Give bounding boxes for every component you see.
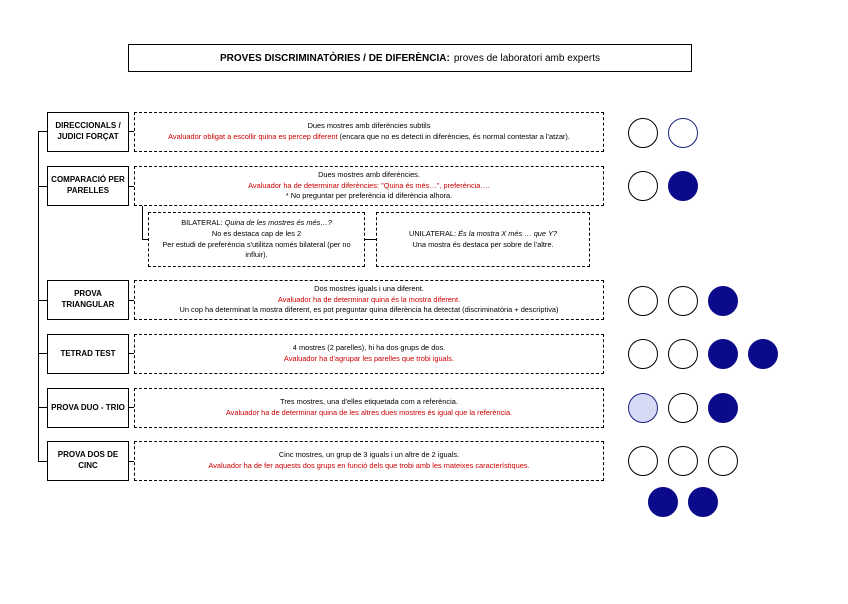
desc-black: (encara que no es detecti in diferències, és normal contestar a l'atzar). (337, 132, 570, 141)
desc-line: 4 mostres (2 parelles), hi ha dos grups de dos. (292, 343, 446, 353)
desc-line: Avaluador ha de determinar quina de les altres dues mostres és igual que la referència. (225, 408, 513, 417)
desc-duo-trio (134, 388, 604, 428)
sample-circle-reference (628, 393, 658, 423)
desc-line: * No preguntar per preferència id diferència alhora. (285, 191, 453, 201)
sample-circle-navy (708, 286, 738, 316)
sub-connector (142, 206, 143, 240)
unilateral-question: És la mostra X més … que Y? (456, 228, 557, 238)
label-line: PROVA (74, 289, 102, 299)
bilateral-line: No es destaca cap de les 2 (211, 228, 302, 238)
sample-circle-white (628, 171, 658, 201)
sample-circle-white (628, 286, 658, 316)
desc-line: Avaluador ha de determinar diferències: "Quina és més…", preferència…. (248, 180, 490, 190)
desc-dos-de-cinc (134, 441, 604, 481)
label-duo-trio (47, 388, 129, 428)
label-direccionals (47, 112, 129, 152)
unilateral-box (376, 212, 590, 267)
desc-line: Cinc mostres, un grup de 3 iguals i un altre de 2 iguals. (278, 450, 460, 460)
label-tetrad (47, 334, 129, 374)
sample-circle-white (628, 446, 658, 476)
desc-line: Dues mostres amb diferències subtils (307, 121, 431, 131)
sub-connector (365, 239, 376, 240)
sample-circle-navy (708, 339, 738, 369)
label-line: JUDICI FORÇAT (57, 132, 119, 141)
desc-red: Avaluador obligat a escollir quina es percep diferent (168, 132, 338, 141)
sample-circle-navy (668, 171, 698, 201)
unilateral-prefix: UNILATERAL: (408, 228, 457, 238)
label-line: TETRAD TEST (60, 348, 116, 358)
label-comparacio (47, 166, 129, 206)
sample-circle-navy (688, 487, 718, 517)
desc-triangular (134, 280, 604, 320)
bilateral-box (148, 212, 365, 267)
tree-trunk (38, 131, 39, 462)
bilateral-question: Quina de les mostres és més…? (222, 218, 332, 228)
desc-line: Un cop ha determinat la mostra diferent, es pot preguntar quina diferència ha detectat (discriminatòria + descriptiva) (179, 305, 559, 315)
label-triangular (47, 280, 129, 320)
label-line: PROVA DUO - TRIO (51, 402, 125, 412)
sample-circle-navy (708, 393, 738, 423)
unilateral-line: Una mostra és destaca per sobre de l'altre. (412, 239, 554, 249)
bilateral-prefix: BILATERAL: (181, 218, 223, 228)
desc-tetrad (134, 334, 604, 374)
sample-circle-white (668, 339, 698, 369)
sample-circle-white (668, 286, 698, 316)
sample-circle-white (668, 446, 698, 476)
sample-circle-white (708, 446, 738, 476)
title-bold: PROVES DISCRIMINATÒRIES / DE DIFERÈNCIA: (219, 52, 450, 64)
label-line: DIRECCIONALS / (55, 121, 121, 131)
sample-circle-white (628, 339, 658, 369)
label-line: TRIANGULAR (61, 300, 115, 309)
desc-line (168, 132, 570, 143)
sample-circle-navy (648, 487, 678, 517)
sample-circle-white (628, 118, 658, 148)
sample-circle-white (668, 393, 698, 423)
sample-circle-navy (748, 339, 778, 369)
label-line: PARELLES (66, 186, 110, 195)
page-title (128, 44, 692, 72)
desc-line: Avaluador ha de determinar quina és la mostra diferent. (277, 294, 461, 304)
label-dos-de-cinc (47, 441, 129, 481)
desc-line: Dues mostres amb diferències. (318, 169, 420, 179)
title-rest: proves de laboratori amb experts (453, 52, 601, 64)
sample-circle-white (668, 118, 698, 148)
desc-line: Tres mostres, una d'elles etiquetada com a referència. (280, 397, 458, 407)
desc-direccionals (134, 112, 604, 152)
label-line: COMPARACIÓ PER (51, 175, 125, 185)
desc-line: Dos mostres iguals i una diferent. (314, 283, 424, 293)
desc-line: Avaluador ha de fer aquests dos grups en funció dels que trobi amb les mateixes característiques. (208, 461, 530, 470)
desc-line: Avaluador ha d'agrupar les parelles que trobi iguals. (283, 354, 455, 363)
label-line: PROVA DOS DE CINC (57, 450, 119, 470)
desc-comparacio (134, 166, 604, 206)
bilateral-line: Per estudi de preferència s'utilitza només bilateral (per no influir). (162, 239, 351, 260)
